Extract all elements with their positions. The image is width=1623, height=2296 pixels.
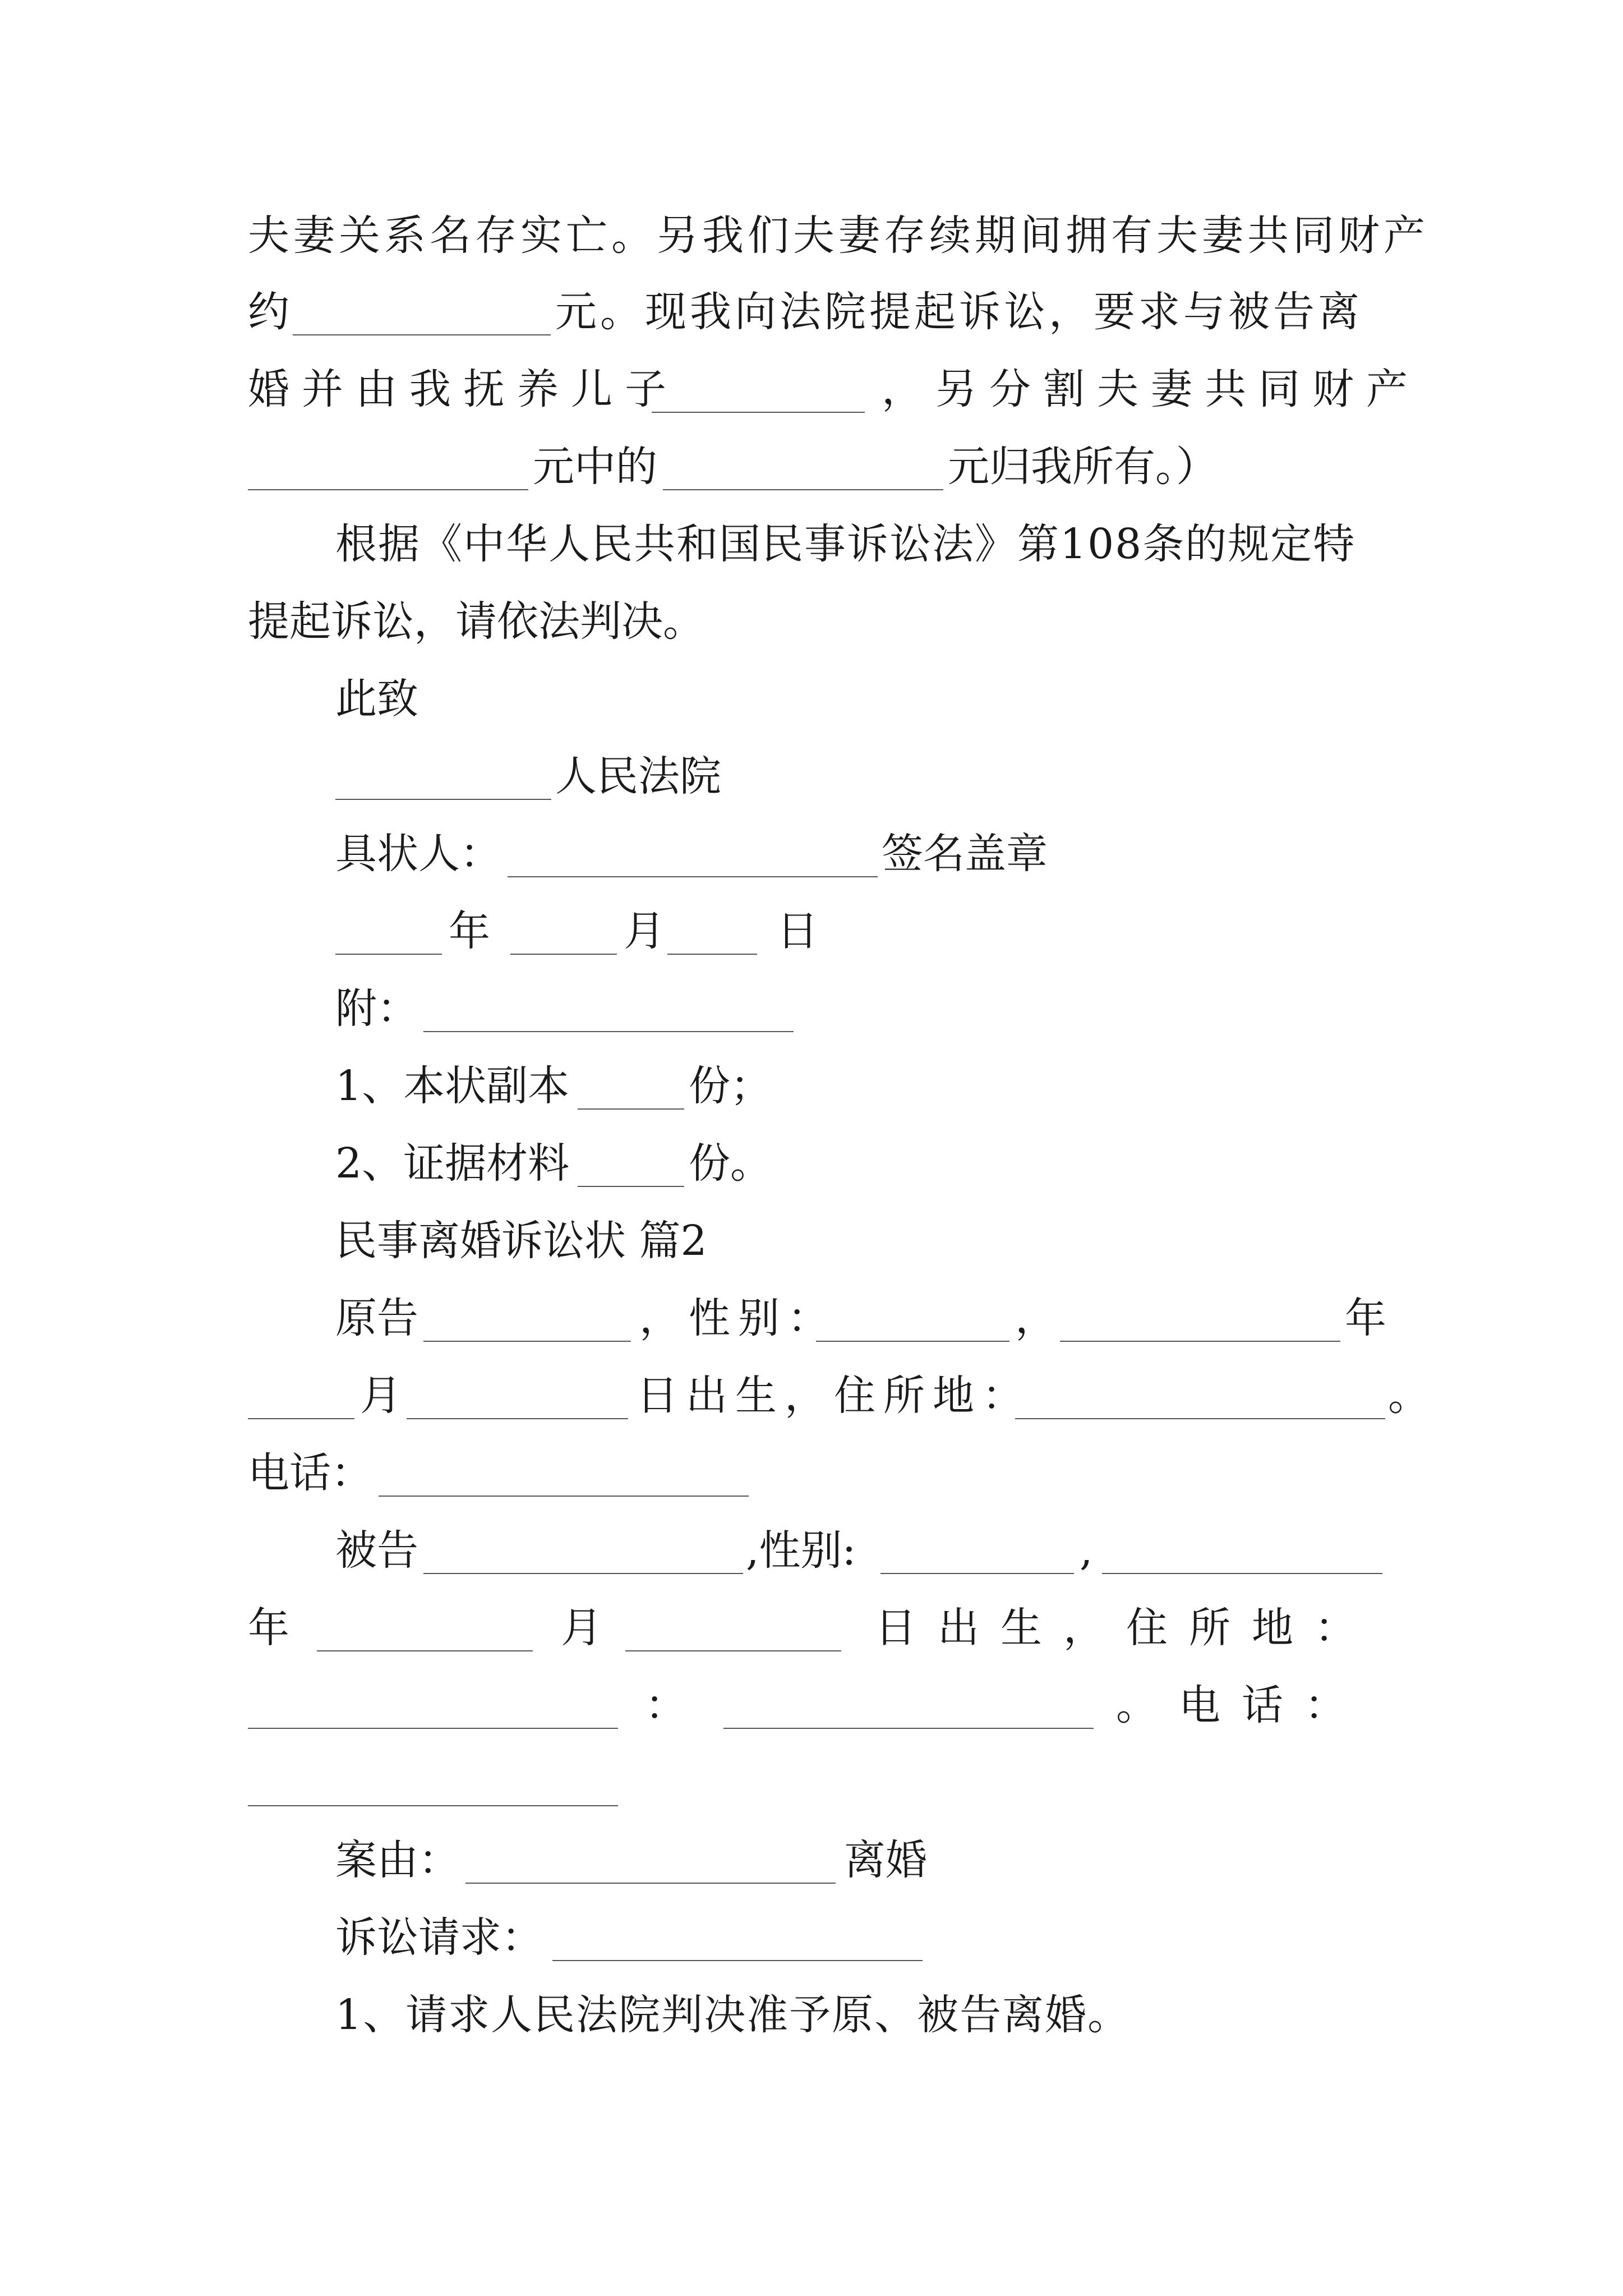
body-text: 月 xyxy=(360,1372,402,1420)
body-text: ： xyxy=(645,1681,686,1729)
fill-blank[interactable] xyxy=(423,1573,743,1574)
body-text: 提起诉讼，请依法判决。 xyxy=(248,597,704,646)
fill-blank[interactable] xyxy=(508,876,878,877)
body-text: 份。 xyxy=(689,1139,772,1188)
body-text: 具状人： xyxy=(335,830,501,878)
fill-blank[interactable] xyxy=(816,1341,1009,1342)
text-line xyxy=(0,743,1623,810)
body-text: 日出生，住所地： xyxy=(637,1372,1031,1420)
text-line xyxy=(0,1362,1623,1429)
body-text: 元。现我向法院提起诉讼，要求与被告离 xyxy=(555,288,1363,336)
fill-blank[interactable] xyxy=(1102,1573,1382,1574)
body-text: ， xyxy=(1015,1294,1057,1342)
fill-blank[interactable] xyxy=(723,1728,1094,1729)
body-text: 元归我所有。） xyxy=(948,443,1218,491)
text-line xyxy=(0,588,1623,655)
fill-blank[interactable] xyxy=(880,1573,1074,1574)
text-line xyxy=(0,1207,1623,1274)
body-text: 元中的 xyxy=(533,443,657,491)
text-line xyxy=(0,510,1623,578)
text-line xyxy=(0,356,1623,423)
body-text: 年 xyxy=(449,907,490,955)
body-text: , xyxy=(1080,1526,1093,1575)
fill-blank[interactable] xyxy=(510,954,617,955)
fill-blank[interactable] xyxy=(625,1650,841,1651)
fill-blank[interactable] xyxy=(248,489,528,490)
body-text: 附： xyxy=(335,984,418,1033)
fill-blank[interactable] xyxy=(667,954,757,955)
body-text: 原告 xyxy=(335,1294,418,1342)
body-text: 被告 xyxy=(335,1526,418,1575)
body-text: 1、本状副本 xyxy=(335,1062,570,1110)
body-text: 案由： xyxy=(335,1836,460,1884)
body-text: 月 xyxy=(561,1604,602,1652)
text-line xyxy=(0,975,1623,1042)
text-line xyxy=(0,820,1623,887)
text-line xyxy=(0,1130,1623,1197)
body-text: 1、请求人民法院判决准予原、被告离婚。 xyxy=(335,1991,1131,2039)
body-text: 份； xyxy=(689,1062,772,1110)
text-line xyxy=(0,278,1623,346)
text-line xyxy=(0,1904,1623,1971)
fill-blank[interactable] xyxy=(407,1418,628,1419)
body-text: 月 xyxy=(624,907,665,955)
fill-blank[interactable] xyxy=(578,1186,684,1187)
fill-blank[interactable] xyxy=(663,489,943,490)
text-line xyxy=(0,898,1623,965)
text-line xyxy=(0,1749,1623,1816)
fill-blank[interactable] xyxy=(379,1496,749,1497)
fill-blank[interactable] xyxy=(652,412,865,413)
fill-blank[interactable] xyxy=(552,1960,923,1961)
body-text: 签名盖章 xyxy=(882,830,1048,878)
text-line xyxy=(0,665,1623,733)
text-line xyxy=(0,202,1623,269)
fill-blank[interactable] xyxy=(465,1883,836,1884)
fill-blank[interactable] xyxy=(317,1650,533,1651)
text-line xyxy=(0,1672,1623,1739)
fill-blank[interactable] xyxy=(248,1418,354,1419)
body-text: ，性别： xyxy=(639,1294,837,1342)
text-line xyxy=(0,1826,1623,1894)
body-text: 年 xyxy=(248,1604,289,1652)
body-text: 日 xyxy=(777,907,818,955)
body-text: ,性别: xyxy=(746,1526,856,1575)
body-text: 诉讼请求： xyxy=(335,1913,543,1962)
text-line xyxy=(0,1517,1623,1584)
body-text: 婚并由我抚养儿子 xyxy=(248,365,679,413)
section-heading: 民事离婚诉讼状 篇2 xyxy=(335,1217,707,1265)
body-text: 离婚 xyxy=(844,1836,927,1884)
text-line xyxy=(0,433,1623,500)
fill-blank[interactable] xyxy=(248,1728,618,1729)
body-text: ，另分割夫妻共同财产 xyxy=(882,365,1420,413)
court-name: 人民法院 xyxy=(555,752,721,800)
text-line xyxy=(0,1594,1623,1662)
body-text: 年 xyxy=(1345,1294,1386,1342)
body-text: 日出生，住所地： xyxy=(875,1604,1377,1652)
body-text: 。电话： xyxy=(1116,1681,1367,1729)
salutation: 此致 xyxy=(335,675,418,723)
body-text: 电话： xyxy=(248,1449,372,1497)
fill-blank[interactable] xyxy=(423,1031,794,1032)
fill-blank[interactable] xyxy=(293,334,551,335)
text-line xyxy=(0,1981,1623,2049)
text-line xyxy=(0,1285,1623,1352)
body-text: 夫妻关系名存实亡。另我们夫妻存续期间拥有夫妻共同财产 xyxy=(248,211,1429,260)
fill-blank[interactable] xyxy=(248,1805,618,1806)
fill-blank[interactable] xyxy=(335,799,551,800)
text-line xyxy=(0,1052,1623,1120)
fill-blank[interactable] xyxy=(335,954,442,955)
body-text: 。 xyxy=(1388,1372,1430,1420)
body-text: 根据《中华人民共和国民事诉讼法》第108条的规定特 xyxy=(335,520,1356,568)
fill-blank[interactable] xyxy=(578,1108,684,1110)
text-line xyxy=(0,1439,1623,1507)
fill-blank[interactable] xyxy=(1060,1341,1340,1342)
fill-blank[interactable] xyxy=(423,1341,631,1342)
body-text: 约 xyxy=(248,288,289,336)
fill-blank[interactable] xyxy=(1015,1418,1385,1419)
body-text: 2、证据材料 xyxy=(335,1139,570,1188)
